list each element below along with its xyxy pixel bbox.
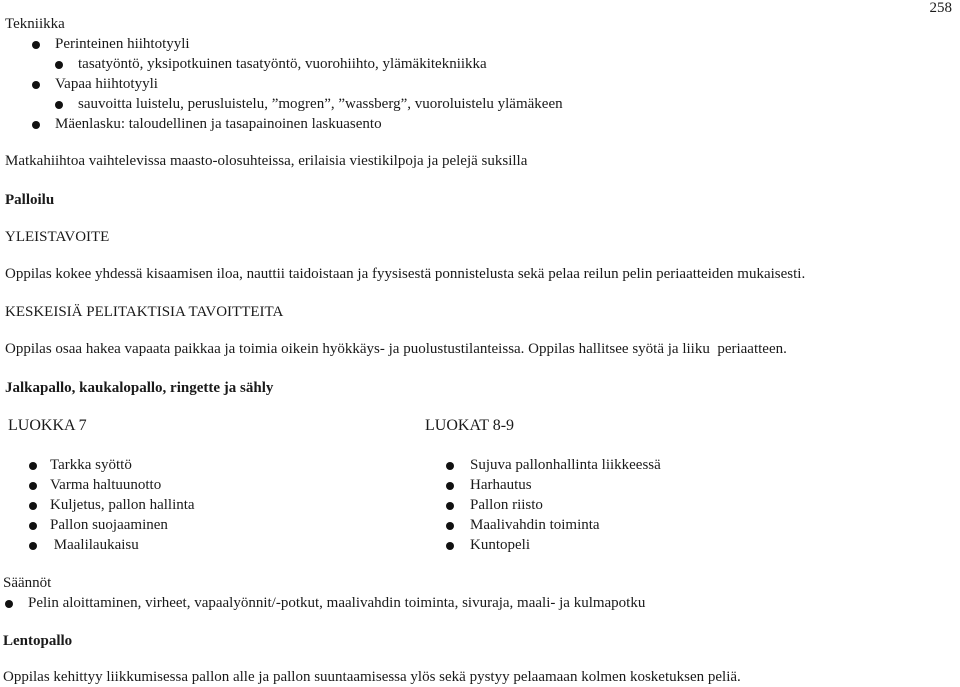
tactical-text: Oppilas osaa hakea vapaata paikkaa ja toimia oikein hyökkäys- ja puolustustilanteissa. Oppilas hallitsee syötä ja liiku periaatteen. [5,341,787,357]
list-item: Kuljetus, pallon hallinta [50,497,195,513]
classic-style: Perinteinen hiihtotyyli [55,36,190,52]
grade89-heading: LUOKAT 8-9 [425,417,515,434]
volleyball-text: Oppilas kehittyy liikkumisessa pallon alle ja pallon suuntaamisessa ylös sekä pystyy pelaamaan kolmen kosketuksen peliä. [3,669,741,685]
page-number: 258 [929,0,952,16]
list-item: Harhautus [470,477,532,493]
bullet-icon [32,81,40,89]
bullet-icon [29,482,37,490]
free-style-detail: sauvoitta luistelu, perusluistelu, ”mogren”, ”wassberg”, vuoroluistelu ylämäkeen [78,96,563,112]
goal-heading: YLEISTAVOITE [5,229,110,245]
list-item: Maalilaukaisu [50,537,139,553]
bullet-icon [446,482,454,490]
touring-text: Matkahiihtoa vaihtelevissa maasto-olosuhteissa, erilaisia viestikilpoja ja pelejä suksilla [5,153,528,169]
bullet-icon [32,121,40,129]
list-item: Pallon riisto [470,497,543,513]
bullet-icon [29,502,37,510]
bullet-icon [5,600,13,608]
rules-heading: Säännöt [3,575,52,591]
grade7-heading: LUOKKA 7 [8,417,87,434]
bullet-icon [446,542,454,550]
bullet-icon [446,462,454,470]
sports-heading: Jalkapallo, kaukalopallo, ringette ja sähly [5,380,274,396]
list-item: Tarkka syöttö [50,457,132,473]
list-item: Pallon suojaaminen [50,517,168,533]
bullet-icon [32,41,40,49]
bullet-icon [446,522,454,530]
bullet-icon [446,502,454,510]
goal-text: Oppilas kokee yhdessä kisaamisen iloa, nauttii taidoistaan ja fyysisestä ponnistelusta sekä pelaa reilun pelin periaatteiden mukaisesti. [5,266,806,282]
free-style: Vapaa hiihtotyyli [55,76,158,92]
list-item: Kuntopeli [470,537,530,553]
bullet-icon [55,61,63,69]
ballgames-heading: Palloilu [5,192,55,208]
list-item: Sujuva pallonhallinta liikkeessä [470,457,661,473]
bullet-icon [29,542,37,550]
technique-heading: Tekniikka [5,16,65,32]
list-item: Varma haltuunotto [50,477,162,493]
bullet-icon [29,522,37,530]
bullet-icon [55,101,63,109]
list-item: Maalivahdin toiminta [470,517,600,533]
rules-item: Pelin aloittaminen, virheet, vapaalyönnit/-potkut, maalivahdin toiminta, sivuraja, maali- ja kulmapotku [28,595,646,611]
bullet-icon [29,462,37,470]
volleyball-heading: Lentopallo [3,633,73,649]
tactical-heading: KESKEISIÄ PELITAKTISIA TAVOITTEITA [5,304,284,320]
classic-style-detail: tasatyöntö, yksipotkuinen tasatyöntö, vuorohiihto, ylämäkitekniikka [78,56,487,72]
downhill: Mäenlasku: taloudellinen ja tasapainoinen laskuasento [55,116,382,132]
